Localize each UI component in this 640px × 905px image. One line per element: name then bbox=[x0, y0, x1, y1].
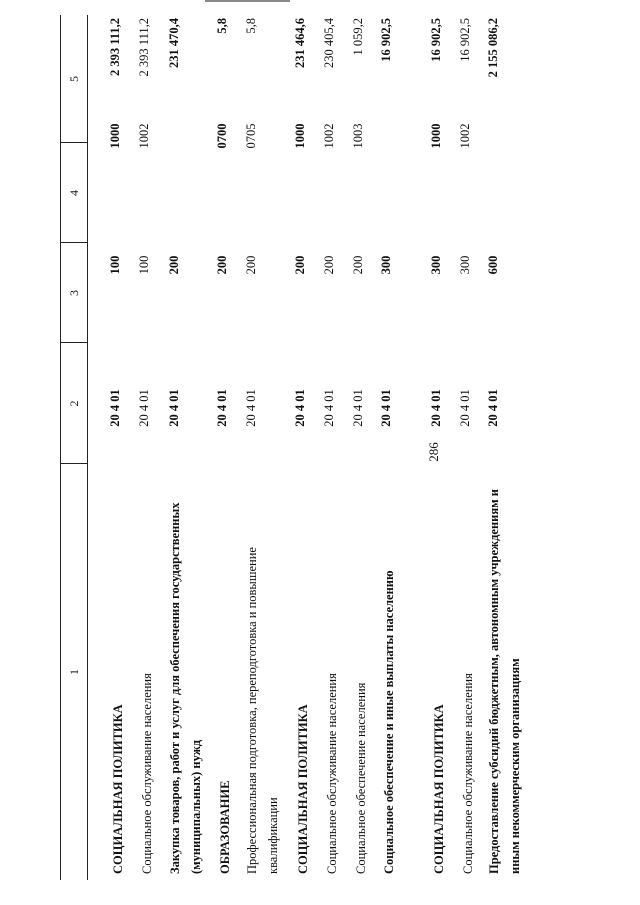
row-code: 20 4 01 bbox=[244, 389, 258, 427]
row-section: 1002 bbox=[458, 123, 472, 149]
scan-edge-line bbox=[205, 0, 290, 2]
header-col-5: 5 bbox=[67, 76, 81, 82]
header-col-2: 2 bbox=[67, 400, 81, 407]
row-name: Социальное обеспечение населения bbox=[354, 682, 368, 874]
row-amount: 230 405,4 bbox=[322, 18, 336, 68]
row-amount: 1 059,2 bbox=[351, 18, 365, 56]
row-code: 20 4 01 bbox=[137, 389, 151, 427]
row-section: 0705 bbox=[244, 123, 258, 149]
row-amount: 5,8 bbox=[215, 18, 229, 34]
row-name: Закупка товаров, работ и услуг для обеспечения государственных (муниципальных) нужд bbox=[168, 502, 203, 874]
header-col-3: 3 bbox=[67, 290, 81, 296]
row-amount: 2 393 111,2 bbox=[108, 18, 122, 76]
row-group: 300 bbox=[458, 255, 472, 275]
header-bottom-rule bbox=[87, 15, 88, 880]
table-top-rule bbox=[60, 15, 61, 880]
row-name: Социальное обеспечение и иные выплаты населению bbox=[382, 570, 396, 874]
row-name: Социальное обслуживание населения bbox=[325, 673, 339, 874]
row-code: 20 4 01 bbox=[379, 389, 393, 427]
row-section: 1002 bbox=[137, 123, 151, 149]
row-code: 20 4 01 bbox=[293, 389, 307, 427]
row-group: 200 bbox=[322, 255, 336, 275]
row-amount: 16 902,5 bbox=[458, 18, 472, 62]
row-name: Социальное обслуживание населения bbox=[140, 673, 154, 874]
row-amount: 231 470,4 bbox=[167, 18, 181, 68]
row-group: 200 bbox=[215, 255, 229, 275]
budget-table bbox=[60, 15, 600, 880]
row-amount: 16 902,5 bbox=[429, 18, 443, 62]
row-name: СОЦИАЛЬНАЯ ПОЛИТИКА bbox=[111, 704, 125, 874]
page-number: 286 bbox=[426, 442, 441, 462]
row-amount: 2 393 111,2 bbox=[137, 18, 151, 77]
row-group: 600 bbox=[486, 255, 500, 275]
row-section: 1002 bbox=[322, 123, 336, 149]
row-name: ОБРАЗОВАНИЕ bbox=[218, 780, 232, 874]
row-code: 20 4 01 bbox=[351, 389, 365, 427]
row-section: 1000 bbox=[108, 123, 122, 149]
row-name: СОЦИАЛЬНАЯ ПОЛИТИКА bbox=[296, 704, 310, 874]
row-name: Профессиональная подготовка, переподготовка и повышение квалификации bbox=[245, 547, 280, 874]
row-code: 20 4 01 bbox=[215, 389, 229, 427]
row-amount: 16 902,5 bbox=[379, 18, 393, 62]
header-col-1: 1 bbox=[67, 669, 81, 675]
row-amount: 5,8 bbox=[244, 18, 258, 34]
row-section: 1000 bbox=[429, 123, 443, 149]
row-section: 1000 bbox=[293, 123, 307, 149]
row-code: 20 4 01 bbox=[458, 389, 472, 427]
row-group: 300 bbox=[429, 255, 443, 275]
row-name: Предоставление субсидий бюджетным, автономным учреждениям и иным некоммерческим организациям bbox=[487, 489, 522, 874]
row-name: СОЦИАЛЬНАЯ ПОЛИТИКА bbox=[432, 704, 446, 874]
row-group: 100 bbox=[137, 255, 151, 275]
row-group: 200 bbox=[244, 255, 258, 275]
row-group: 100 bbox=[108, 255, 122, 275]
row-name: Социальное обслуживание населения bbox=[461, 673, 475, 874]
row-group: 200 bbox=[351, 255, 365, 275]
row-group: 200 bbox=[293, 255, 307, 275]
row-code: 20 4 01 bbox=[429, 389, 443, 427]
row-group: 300 bbox=[379, 255, 393, 275]
row-amount: 231 464,6 bbox=[293, 18, 307, 68]
row-code: 20 4 01 bbox=[486, 389, 500, 427]
row-code: 20 4 01 bbox=[108, 389, 122, 427]
row-code: 20 4 01 bbox=[167, 389, 181, 427]
row-amount: 2 155 086,2 bbox=[486, 18, 500, 78]
row-code: 20 4 01 bbox=[322, 389, 336, 427]
row-group: 200 bbox=[167, 255, 181, 275]
row-section: 1003 bbox=[351, 123, 365, 149]
row-section: 0700 bbox=[215, 123, 229, 149]
header-col-4: 4 bbox=[67, 190, 81, 196]
